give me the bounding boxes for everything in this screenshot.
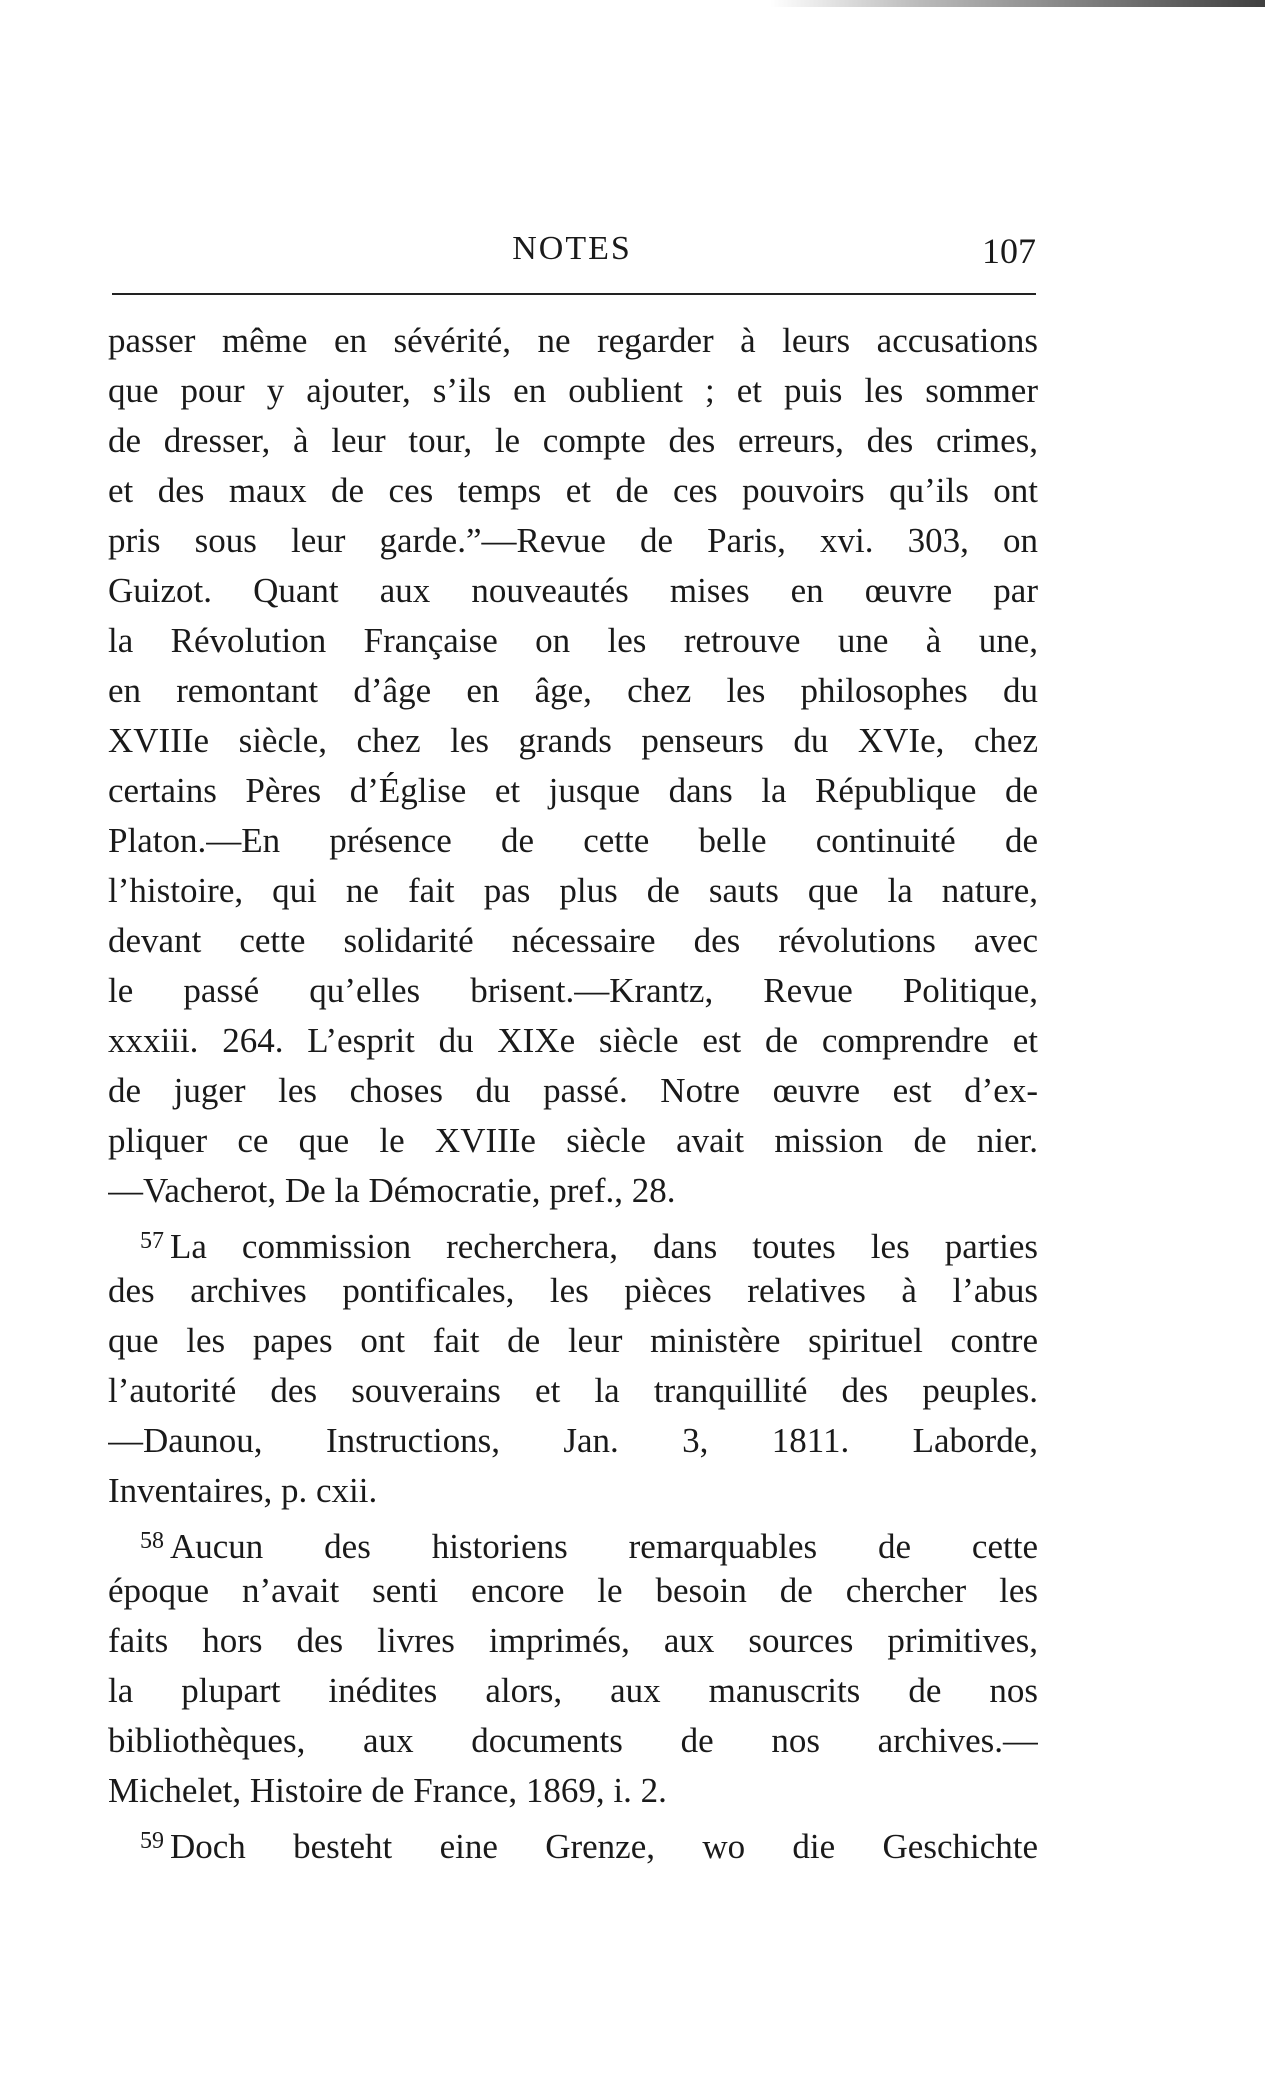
- scan-edge-mark: [770, 0, 1265, 7]
- text-line: de juger les choses du passé. Notre œuvre est d’ex-: [108, 1071, 1038, 1110]
- notes-text: [108, 316, 1038, 1866]
- page-number: 107: [982, 231, 1036, 271]
- footnote-number: 58: [140, 1528, 164, 1554]
- text-line: Michelet, Histoire de France, 1869, i. 2.: [108, 1771, 667, 1810]
- text-line: Guizot. Quant aux nouveautés mises en œuvre par: [108, 571, 1038, 610]
- footnote-text: La commission recherchera, dans toutes les parties: [170, 1227, 1038, 1266]
- text-line: le passé qu’elles brisent.—Krantz, Revue Politique,: [108, 971, 1038, 1010]
- text-line: certains Pères d’Église et jusque dans la République de: [108, 771, 1038, 810]
- text-line: bibliothèques, aux documents de nos archives.—: [108, 1721, 1038, 1760]
- text-line: devant cette solidarité nécessaire des révolutions avec: [108, 921, 1038, 960]
- text-line: que les papes ont fait de leur ministère spirituel contre: [108, 1321, 1038, 1360]
- text-line: que pour y ajouter, s’ils en oublient ; et puis les sommer: [108, 371, 1038, 410]
- text-line: des archives pontificales, les pièces relatives à l’abus: [108, 1271, 1038, 1310]
- text-line: XVIIIe siècle, chez les grands penseurs du XVIe, chez: [108, 721, 1038, 760]
- text-line: la plupart inédites alors, aux manuscrits de nos: [108, 1671, 1038, 1710]
- text-line: et des maux de ces temps et de ces pouvoirs qu’ils ont: [108, 471, 1038, 510]
- header-rule: [112, 293, 1036, 295]
- running-header: [108, 230, 1036, 286]
- text-line: passer même en sévérité, ne regarder à leurs accusations: [108, 321, 1038, 360]
- footnote-text: Aucun des historiens remarquables de cette: [170, 1527, 1038, 1566]
- text-line: l’histoire, qui ne fait pas plus de sauts que la nature,: [108, 871, 1038, 910]
- footnote-58-first-line: [108, 1516, 1038, 1566]
- text-line: de dresser, à leur tour, le compte des erreurs, des crimes,: [108, 421, 1038, 460]
- text-line: faits hors des livres imprimés, aux sources primitives,: [108, 1621, 1038, 1660]
- text-line: l’autorité des souverains et la tranquillité des peuples.: [108, 1371, 1038, 1410]
- text-line: pris sous leur garde.”—Revue de Paris, xvi. 303, on: [108, 521, 1038, 560]
- text-line: pliquer ce que le XVIIIe siècle avait mission de nier.: [108, 1121, 1038, 1160]
- text-line: époque n’avait senti encore le besoin de chercher les: [108, 1571, 1038, 1610]
- text-line: Inventaires, p. cxii.: [108, 1471, 378, 1510]
- footnote-59-first-line: [108, 1816, 1038, 1866]
- footnote-number: 57: [140, 1228, 164, 1254]
- text-line: xxxiii. 264. L’esprit du XIXe siècle est de comprendre et: [108, 1021, 1038, 1060]
- footnote-text: Doch besteht eine Grenze, wo die Geschichte: [170, 1827, 1038, 1866]
- text-line: —Daunou, Instructions, Jan. 3, 1811. Laborde,: [108, 1421, 1038, 1460]
- text-line: en remontant d’âge en âge, chez les philosophes du: [108, 671, 1038, 710]
- footnote-57-first-line: [108, 1216, 1038, 1266]
- footnote-number: 59: [140, 1828, 164, 1854]
- text-line: la Révolution Française on les retrouve une à une,: [108, 621, 1038, 660]
- running-title: NOTES: [512, 230, 632, 267]
- text-line: —Vacherot, De la Démocratie, pref., 28.: [108, 1171, 676, 1210]
- text-line: Platon.—En présence de cette belle continuité de: [108, 821, 1038, 860]
